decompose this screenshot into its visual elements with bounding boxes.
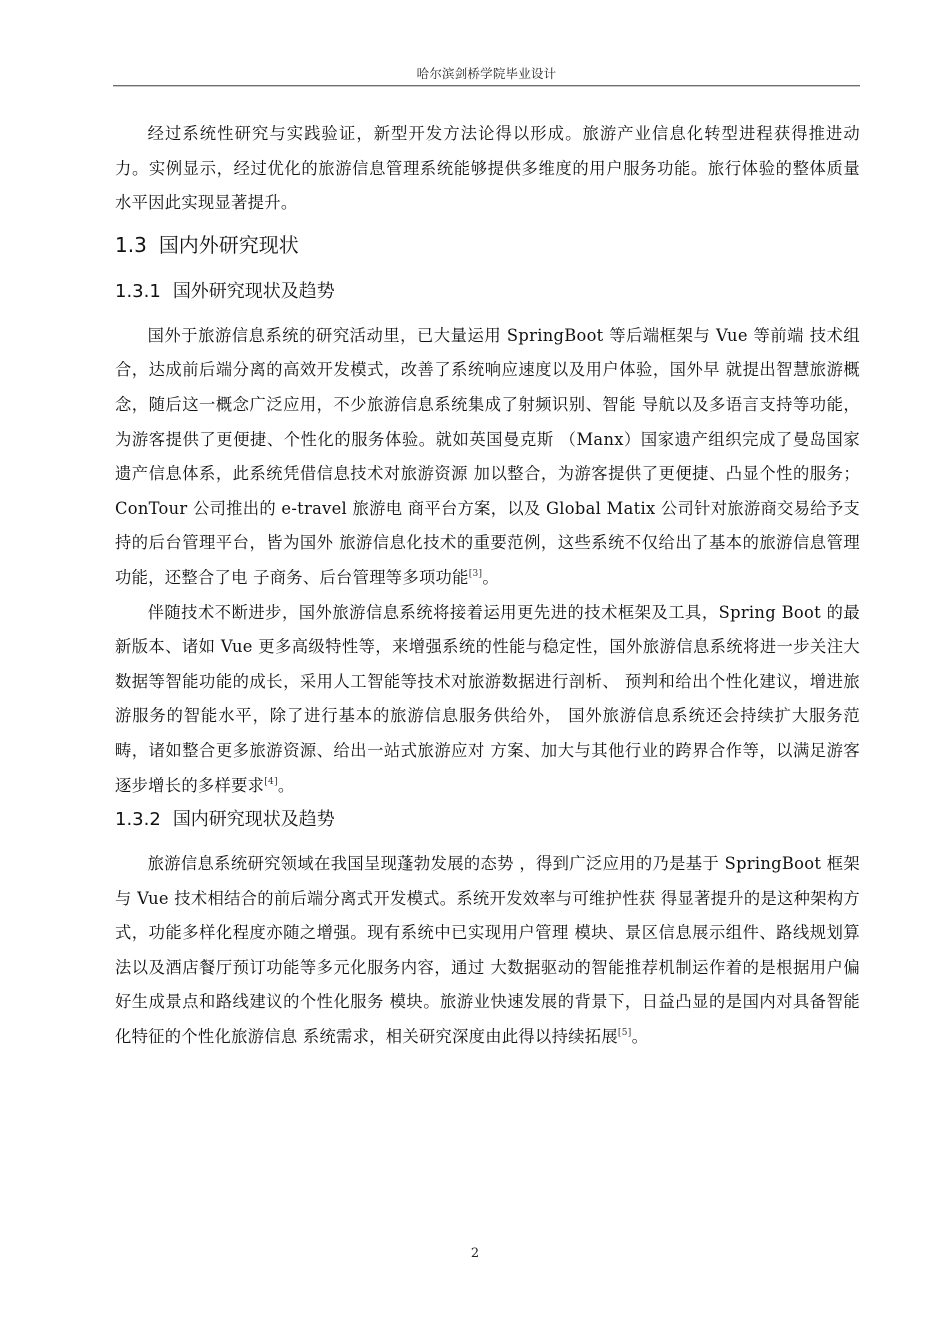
citation-4: [4] <box>264 776 278 787</box>
section-number: 1.3.1 <box>115 280 161 302</box>
header-divider <box>113 85 860 87</box>
paragraph-domestic-research <box>115 847 860 1055</box>
section-title: 国外研究现状及趋势 <box>172 280 335 302</box>
section-title: 国内外研究现状 <box>158 232 299 257</box>
section-number: 1.3 <box>115 232 147 257</box>
paragraph-text: 旅游信息系统研究领域在我国呈现蓬勃发展的态势 ，得到广泛应用的乃是基于 SpringBoot 框架与 Vue 技术相结合的前后端分离式开发模式。系统开发效率与可维护性获 得显著提升的是这种架构方式，功能多样化程度亦随之增强。现有系统中已实现用户管理 模块、景区信息展示组件、路线规划算法以及酒店餐厅预订功能等多元化服务内容，通过 大数据驱动的智能推荐机制运作着的是根据用户偏好生成景点和路线建议的个性化服务 模块。旅游业快速发展的背景下，日益凸显的是国内对具备智能化特征的个性化旅游信息 系统需求，相关研究深度由此得以持续拓展 <box>115 854 860 1047</box>
paragraph-text: 伴随技术不断进步，国外旅游信息系统将接着运用更先进的技术框架及工具，Spring Boot 的最新版本、诸如 Vue 更多高级特性等，来增强系统的性能与稳定性，国外旅游信息系统将进一步关注大数据等智能功能的成长，采用人工智能等技术对旅游数据进行剖析、 预判和给出个性化建议，增进旅游服务的智能水平，除了进行基本的旅游信息服务供给外， 国外旅游信息系统还会持续扩大服务范畴，诸如整合更多旅游资源、给出一站式旅游应对 方案、加大与其他行业的跨界合作等，以满足游客逐步增长的多样要求 <box>115 602 860 795</box>
section-number: 1.3.2 <box>115 809 161 831</box>
paragraph-end: 。 <box>482 567 499 587</box>
page-number: 2 <box>470 1246 480 1261</box>
paragraph-end: 。 <box>631 1027 649 1047</box>
section-heading-1-3 <box>115 231 860 259</box>
section-title: 国内研究现状及趋势 <box>172 809 335 831</box>
citation-5: [5] <box>617 1028 632 1039</box>
section-heading-1-3-2 <box>115 807 860 833</box>
citation-3: [3] <box>468 568 483 579</box>
paragraph-foreign-research-1 <box>115 319 860 596</box>
page-body <box>115 117 860 1055</box>
paragraph-text: 国外于旅游信息系统的研究活动里，已大量运用 SpringBoot 等后端框架与 Vue 等前端 技术组合，达成前后端分离的高效开发模式，改善了系统响应速度以及用户体验，国外早 就提出智慧旅游概念，随后这一概念广泛应用，不少旅游信息系统集成了射频识别、智能 导航以及多语言支持等功能，为游客提供了更便捷、个性化的服务体验。就如英国曼克斯 （Manx）国家遗产组织完成了曼岛国家遗产信息体系，此系统凭借信息技术对旅游资源 加以整合，为游客提供了更便捷、凸显个性的服务；ConTour 公司推出的 e-travel 旅游电 商平台方案，以及 Global Matix 公司针对旅游商交易给予支持的后台管理平台，皆为国外 旅游信息化技术的重要范例，这些系统不仅给出了基本的旅游信息管理功能，还整合了电 子商务、后台管理等多项功能 <box>115 325 860 587</box>
section-heading-1-3-1 <box>115 279 860 305</box>
paragraph-end: 。 <box>277 775 295 795</box>
intro-paragraph: 经过系统性研究与实践验证，新型开发方法论得以形成。旅游产业信息化转型进程获得推进动力。实例显示，经过优化的旅游信息管理系统能够提供多维度的用户服务功能。旅行体验的整体质量水平因此实现显著提升。 <box>115 124 860 213</box>
running-header: 哈尔滨剑桥学院毕业设计 <box>416 66 557 81</box>
paragraph-foreign-research-2 <box>115 596 860 804</box>
